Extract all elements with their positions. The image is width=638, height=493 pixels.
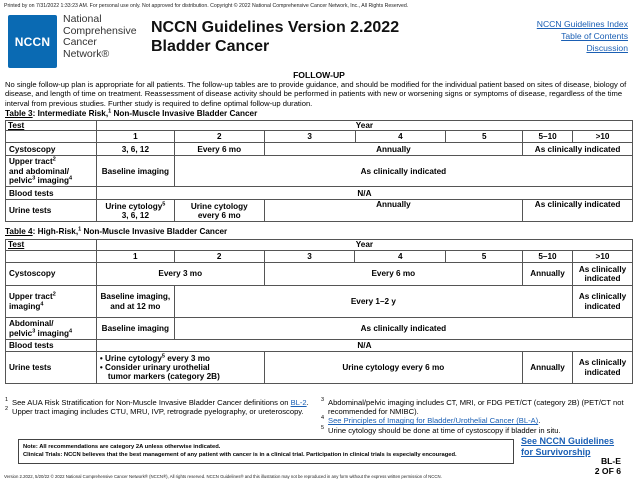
guideline-version-title: NCCN Guidelines Version 2.2022 bbox=[151, 19, 400, 36]
row-label: Upper tract$^2$ imaging$^4$ bbox=[6, 286, 97, 318]
nccn-logo: NCCN bbox=[8, 15, 57, 68]
table-of-contents-link[interactable]: Table of Contents bbox=[561, 31, 628, 41]
year-cell: 5 bbox=[446, 251, 523, 263]
table-cell: As clinically indicated bbox=[523, 143, 633, 156]
table-cell: Baseline imaging, and at 12 mo bbox=[96, 286, 174, 318]
table-row bbox=[6, 187, 633, 200]
year-cell: 1 bbox=[96, 131, 174, 143]
table-cell: Annually bbox=[523, 352, 573, 384]
year-cell: 2 bbox=[174, 251, 264, 263]
table-row bbox=[6, 156, 633, 187]
table-cell: Annually bbox=[264, 143, 522, 156]
row-label: Urine tests bbox=[6, 200, 97, 222]
table-cell: Every 6 mo bbox=[264, 263, 522, 286]
table-cell: Every 1–2 y bbox=[174, 286, 572, 318]
table-cell: N/A bbox=[96, 187, 632, 200]
test-header: Test bbox=[6, 121, 97, 131]
copyright-footer: Version 2.2022, 5/20/22 © 2022 National Comprehensive Cancer Network® (NCCN®), All rights reserved. NCCN Guidelines® and this illustration may not be reproduced in any form without the express written permission of NCCN. bbox=[4, 474, 442, 479]
table-cell: Urine cytology every 6 mo bbox=[264, 352, 522, 384]
org-line: Cancer bbox=[63, 36, 97, 48]
table-cell: 3, 6, 12 bbox=[96, 143, 174, 156]
table-cell: Every 6 mo bbox=[174, 143, 264, 156]
guidelines-index-link[interactable]: NCCN Guidelines Index bbox=[536, 19, 628, 29]
year-cell: 4 bbox=[355, 131, 446, 143]
discussion-link[interactable]: Discussion bbox=[586, 43, 628, 53]
bl-2-link[interactable]: BL-2 bbox=[290, 398, 307, 407]
top-navigation bbox=[537, 18, 628, 54]
org-line: Network® bbox=[63, 47, 110, 60]
table-cell: N/A bbox=[96, 340, 632, 352]
table-cell: Annually bbox=[264, 200, 522, 222]
note-line: Note: All recommendations are category 2A unless otherwise indicated. bbox=[23, 444, 221, 450]
row-label: Abdominal/ pelvic$^3$ imaging$^4$ bbox=[6, 318, 97, 340]
row-label: Blood tests bbox=[6, 340, 97, 352]
blank-cell bbox=[6, 251, 97, 263]
table-row bbox=[6, 263, 633, 286]
footnote: 1 See AUA Risk Stratification for Non-Muscle Invasive Bladder Cancer definitions on BL-2. bbox=[5, 397, 309, 407]
section-heading: FOLLOW-UP bbox=[293, 70, 345, 80]
table-cell: Baseline imaging bbox=[96, 318, 174, 340]
row-label: Upper tract$^2$ and abdominal/ pelvic$^3$ imaging$^4$ bbox=[6, 156, 97, 187]
footnote: 2 Upper tract imaging includes CTU, MRU, IVP, retrograde pyelography, or ureteroscopy. bbox=[5, 406, 304, 417]
footnotes-right bbox=[321, 398, 633, 435]
table-cell: As clinically indicated bbox=[572, 263, 632, 286]
row-label: Cystoscopy bbox=[6, 143, 97, 156]
table-row bbox=[6, 318, 633, 340]
table-cell: • Urine cytology$^5$ every 3 mo • Consider urinary urothelial tumor markers (category 2B) bbox=[96, 352, 264, 384]
table-row bbox=[6, 286, 633, 318]
table-cell: Baseline imaging bbox=[96, 156, 174, 187]
table3-caption: Table 3: Intermediate Risk,$^1$ Non-Muscle Invasive Bladder Cancer bbox=[5, 108, 258, 118]
table-cell: As clinically indicated bbox=[572, 352, 632, 384]
year-header: Year bbox=[96, 121, 632, 131]
test-header: Test bbox=[6, 240, 97, 251]
footnote: 4 See Principles of Imaging for Bladder/Urothelial Cancer (BL-A). bbox=[321, 415, 541, 426]
imaging-principles-link[interactable]: See Principles of Imaging for Bladder/Urothelial Cancer (BL-A) bbox=[328, 416, 539, 426]
table-row bbox=[6, 143, 633, 156]
table-cell: Urine cytology every 6 mo bbox=[174, 200, 264, 222]
page-code bbox=[595, 456, 621, 476]
year-cell: 5 bbox=[446, 131, 523, 143]
org-line: Comprehensive bbox=[63, 24, 137, 37]
org-line: National bbox=[63, 13, 102, 25]
table-cell: As clinically indicated bbox=[523, 200, 633, 222]
year-cell: >10 bbox=[573, 131, 633, 143]
table3-intermediate-risk bbox=[5, 120, 633, 222]
year-cell: 1 bbox=[96, 251, 174, 263]
row-label: Blood tests bbox=[6, 187, 97, 200]
footnote: 3 Abdominal/pelvic imaging includes CT, MRI, or FDG PET/CT (category 2B) (PET/CT not recommended for NMIBC). bbox=[321, 397, 624, 417]
intro-paragraph: No single follow-up plan is appropriate for all patients. The follow-up tables are to provide guidance, and should be modified for the individual patient based on sites of disease, biology of disease, and length of time on treatment. Reassessment of disease activity should be performed in patients with new or worsening signs or symptoms of disease, regardless of the time interval from previous studies. Further study is required to define optimal follow-up duration. bbox=[5, 80, 627, 108]
guideline-topic-title: Bladder Cancer bbox=[151, 38, 270, 55]
year-header: Year bbox=[96, 240, 632, 251]
table-cell: As clinically indicated bbox=[572, 286, 632, 318]
clinical-trials-line: Clinical Trials: NCCN believes that the best management of any patient with cancer is in a clinical trial. Participation in clinical trials is especially encouraged. bbox=[23, 452, 457, 458]
page-number: 2 OF 6 bbox=[594, 466, 621, 476]
table-cell: Every 3 mo bbox=[96, 263, 264, 286]
table4-high-risk bbox=[5, 239, 633, 384]
year-cell: 3 bbox=[264, 251, 355, 263]
page-id: BL-E bbox=[600, 456, 621, 466]
year-cell: 5–10 bbox=[523, 131, 573, 143]
row-label: Urine tests bbox=[6, 352, 97, 384]
table-cell: Annually bbox=[523, 263, 573, 286]
year-cell: 4 bbox=[355, 251, 446, 263]
table-row bbox=[6, 200, 633, 222]
year-cell: 3 bbox=[264, 131, 355, 143]
org-name bbox=[63, 14, 137, 60]
print-notice: Printed by on 7/31/2022 1:33:23 AM. For personal use only. Not approved for distribution. Copyright © 2022 National Comprehensive Cancer Network, Inc., All Rights Reserved. bbox=[4, 3, 409, 9]
table-cell: Urine cytology$^5$ 3, 6, 12 bbox=[96, 200, 174, 222]
table-cell: As clinically indicated bbox=[174, 318, 632, 340]
table-row bbox=[6, 340, 633, 352]
year-cell: >10 bbox=[572, 251, 632, 263]
footnotes-left bbox=[5, 398, 310, 416]
year-cell: 2 bbox=[174, 131, 264, 143]
survivorship-link[interactable]: See NCCN Guidelines for Survivorship bbox=[521, 436, 615, 457]
row-label: Cystoscopy bbox=[6, 263, 97, 286]
note-box bbox=[18, 439, 514, 464]
footnote: 5 Urine cytology should be done at time of cystoscopy if bladder in situ. bbox=[321, 424, 561, 435]
table-row bbox=[6, 352, 633, 384]
year-cell: 5–10 bbox=[523, 251, 573, 263]
table4-caption: Table 4: High-Risk,$^1$ Non-Muscle Invasive Bladder Cancer bbox=[5, 226, 228, 236]
blank-cell bbox=[6, 131, 97, 143]
table-cell: As clinically indicated bbox=[174, 156, 632, 187]
